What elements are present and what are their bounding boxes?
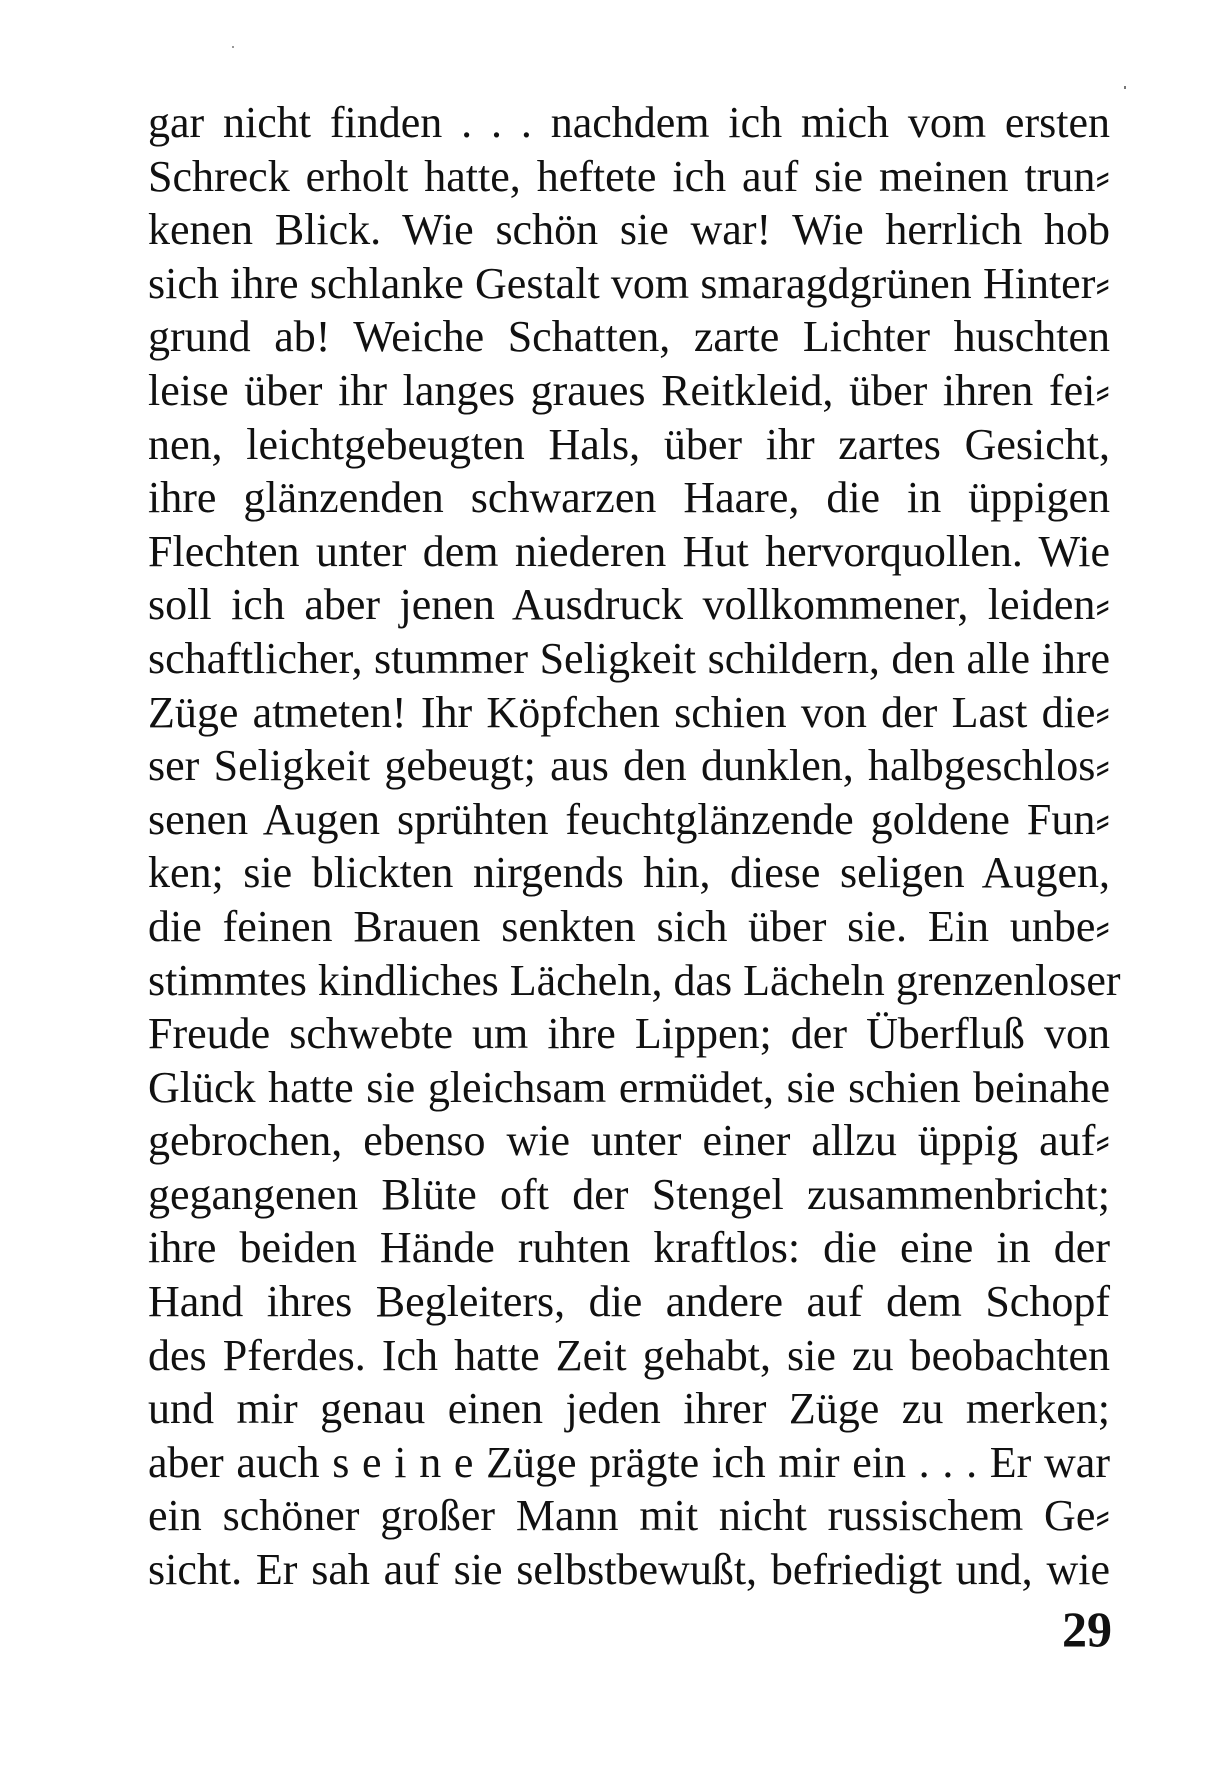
text-line: grund ab! Weiche Schatten, zarte Lichter huschten [148, 312, 1110, 362]
text-line: ihre beiden Hände ruhten kraftlos: die eine in der [148, 1223, 1110, 1273]
text-line: Hand ihres Begleiters, die andere auf dem Schopf [148, 1277, 1110, 1327]
text-line: Flechten unter dem niederen Hut hervorquollen. Wie [148, 526, 1110, 576]
text-line: sich ihre schlanke Gestalt vom smaragdgrünen Hinter⸗ [148, 258, 1110, 308]
text-line: ken; sie blickten nirgends hin, diese seligen Augen, [148, 848, 1110, 898]
text-line: aber auch s e i n e Züge prägte ich mir ein . . . Er war [148, 1437, 1110, 1487]
text-line: des Pferdes. Ich hatte Zeit gehabt, sie zu beobachten [148, 1330, 1110, 1380]
page-number: 29 [1062, 1601, 1112, 1657]
text-line: senen Augen sprühten feuchtglänzende goldene Fun⸗ [148, 794, 1110, 844]
text-line: kenen Blick. Wie schön sie war! Wie herrlich hob [148, 205, 1110, 255]
text-line: Züge atmeten! Ihr Köpfchen schien von der Last die⸗ [148, 687, 1110, 737]
text-line: sicht. Er sah auf sie selbstbewußt, befriedigt und, wie [148, 1545, 1110, 1595]
text-line: ser Seligkeit gebeugt; aus den dunklen, halbgeschlos⸗ [148, 741, 1110, 791]
text-line: gebrochen, ebenso wie unter einer allzu üppig auf⸗ [148, 1116, 1110, 1166]
paper-speck [232, 46, 234, 48]
text-line: Freude schwebte um ihre Lippen; der Überfluß von [148, 1009, 1110, 1059]
text-line: und mir genau einen jeden ihrer Züge zu merken; [148, 1384, 1110, 1434]
text-line: schaftlicher, stummer Seligkeit schildern, den alle ihre [148, 633, 1110, 683]
text-line: ein schöner großer Mann mit nicht russischem Ge⸗ [148, 1491, 1110, 1541]
text-line: nen, leichtgebeugten Hals, über ihr zartes Gesicht, [148, 419, 1110, 469]
text-line: die feinen Brauen senkten sich über sie. Ein unbe⸗ [148, 901, 1110, 951]
text-line: ihre glänzenden schwarzen Haare, die in üppigen [148, 473, 1110, 523]
body-text [148, 96, 1121, 1597]
text-line: soll ich aber jenen Ausdruck vollkommener, leiden⸗ [148, 580, 1110, 630]
text-line: stimmtes kindliches Lächeln, das Lächeln grenzenloser [148, 955, 1121, 1005]
text-line: gegangenen Blüte oft der Stengel zusammenbricht; [148, 1169, 1110, 1219]
paper-speck [1124, 86, 1126, 89]
text-line: Schreck erholt hatte, heftete ich auf sie meinen trun⸗ [148, 151, 1110, 201]
text-line: gar nicht finden . . . nachdem ich mich vom ersten [148, 98, 1110, 147]
text-line: leise über ihr langes graues Reitkleid, über ihren fei⸗ [148, 365, 1110, 415]
text-line: Glück hatte sie gleichsam ermüdet, sie schien beinahe [148, 1062, 1110, 1112]
